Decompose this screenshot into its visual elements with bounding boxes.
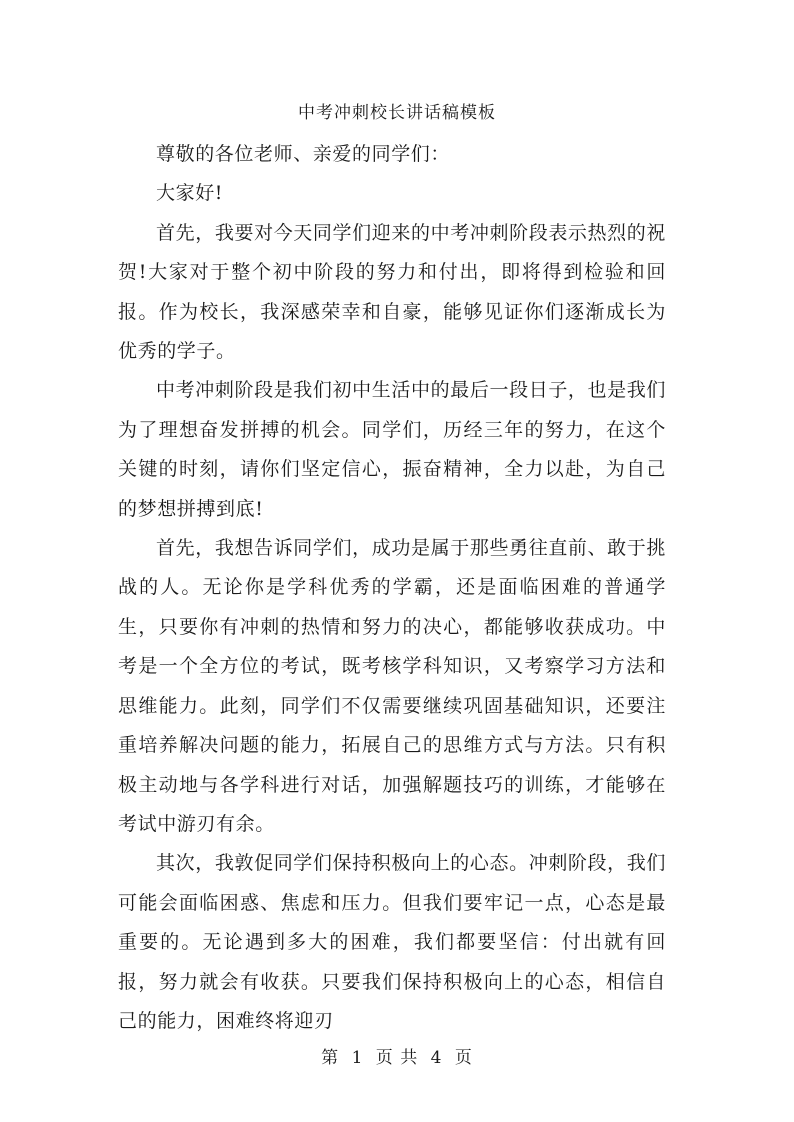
page-footer: [0, 1046, 794, 1070]
paragraph: 尊敬的各位老师、亲爱的同学们：: [156, 143, 451, 165]
paragraph: 中考冲刺阶段是我们初中生活中的最后一段日子，也是我们为了理想奋发拼搏的机会。同学们，历经三年的努力，在这个关键的时刻，请你们坚定信心，振奋精神，全力以赴，为自己的梦想拼搏到底!: [118, 379, 666, 520]
footer-middle: 页 共: [375, 1048, 419, 1068]
document-body: [118, 135, 666, 1041]
paragraph: 大家好!: [156, 182, 224, 205]
paragraph: 首先，我要对今天同学们迎来的中考冲刺阶段表示热烈的祝贺!大家对于整个初中阶段的努力和付出，即将得到检验和回报。作为校长，我深感荣幸和自豪，能够见证你们逐渐成长为优秀的学子。: [118, 221, 666, 363]
footer-prefix: 第: [321, 1048, 340, 1068]
document-title: 中考冲刺校长讲话稿模板: [298, 103, 496, 123]
page-number: 1: [351, 1048, 364, 1068]
total-pages: 4: [430, 1048, 443, 1068]
paragraph: 首先，我想告诉同学们，成功是属于那些勇往直前、敢于挑战的人。无论你是学科优秀的学霸，还是面临困难的普通学生，只要你有冲刺的热情和努力的决心，都能够收获成功。中考是一个全方位的考试，既考核学科知识，又考察学习方法和思维能力。此刻，同学们不仅需要继续巩固基础知识，还要注重培养解决问题的能力，拓展自己的思维方式与方法。只有积极主动地与各学科进行对话，加强解题技巧的训练，才能够在考试中游刃有余。: [118, 537, 666, 835]
footer-suffix: 页: [454, 1048, 473, 1068]
paragraph: 其次，我敦促同学们保持积极向上的心态。冲刺阶段，我们可能会面临困惑、焦虑和压力。但我们要牢记一点，心态是最重要的。无论遇到多大的困难，我们都要坚信：付出就有回报，努力就会有收获。只要我们保持积极向上的心态，相信自己的能力，困难终将迎刃: [118, 852, 666, 1032]
